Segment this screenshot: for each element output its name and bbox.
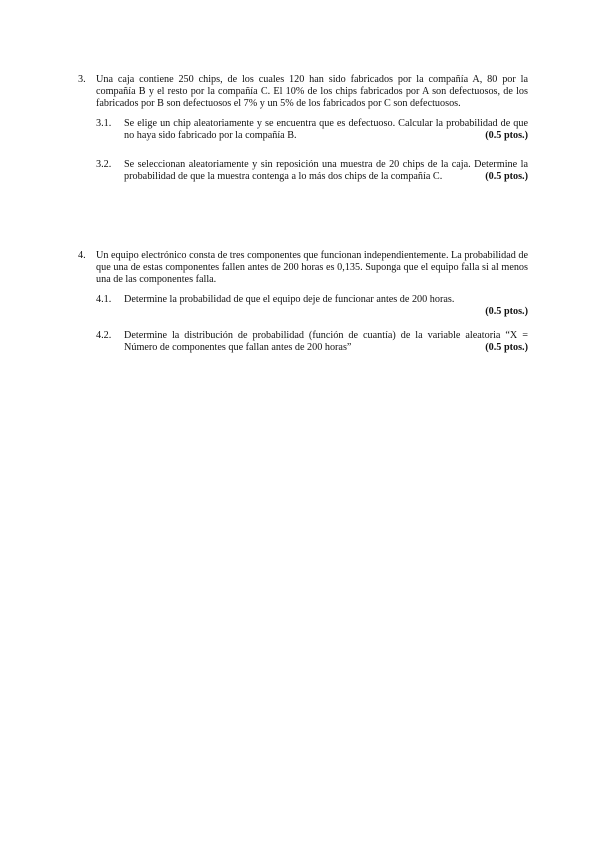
problem-number: 4. <box>78 250 86 261</box>
subquestion-4-1 <box>96 294 528 318</box>
subquestion-text: Se seleccionan aleatoriamente y sin reposición una muestra de 20 chips de la caja. Determine la probabilidad de que la muestra contenga a lo más dos chips de la compañía C. <box>124 158 528 182</box>
problem-3 <box>78 74 528 183</box>
subquestion-4-2 <box>96 330 528 354</box>
points-label: (0.5 ptos.) <box>485 306 528 318</box>
subquestion-3-1 <box>96 118 528 142</box>
subquestion-text: Determine la distribución de probabilidad (función de cuantía) de la variable aleatoria “X = Número de componentes que fallan antes de 200 horas” <box>124 329 528 353</box>
problem-number: 3. <box>78 74 86 85</box>
subquestion-number: 3.2. <box>96 158 112 170</box>
subquestion-number: 3.1. <box>96 118 112 130</box>
subquestion-3-2 <box>96 159 528 183</box>
points-label: (0.5 ptos.) <box>485 130 528 142</box>
subquestion-number: 4.2. <box>96 329 112 341</box>
points-label: (0.5 ptos.) <box>485 341 528 353</box>
subquestion-text: Determine la probabilidad de que el equipo deje de funcionar antes de 200 horas. <box>124 294 455 306</box>
points-label: (0.5 ptos.) <box>485 170 528 182</box>
problem-4 <box>78 250 528 354</box>
problem-statement: Un equipo electrónico consta de tres componentes que funcionan independientemente. La probabilidad de que una de estas componentes fallen antes de 200 horas es 0,135. Suponga que el equipo falla si al menos una de las componentes falla. <box>96 250 528 285</box>
problem-statement: Una caja contiene 250 chips, de los cuales 120 han sido fabricados por la compañía A, 80 por la compañía B y el resto por la compañía C. El 10% de los chips fabricados por A son defectuosos, de los fabricados por B son defectuosos el 7% y un 5% de los fabricados por C son defectuosos. <box>96 74 528 109</box>
subquestion-number: 4.1. <box>96 294 112 306</box>
subquestion-text: Se elige un chip aleatoriamente y se encuentra que es defectuoso. Calcular la probabilidad de que no haya sido fabricado por la compañía B. <box>124 118 528 142</box>
